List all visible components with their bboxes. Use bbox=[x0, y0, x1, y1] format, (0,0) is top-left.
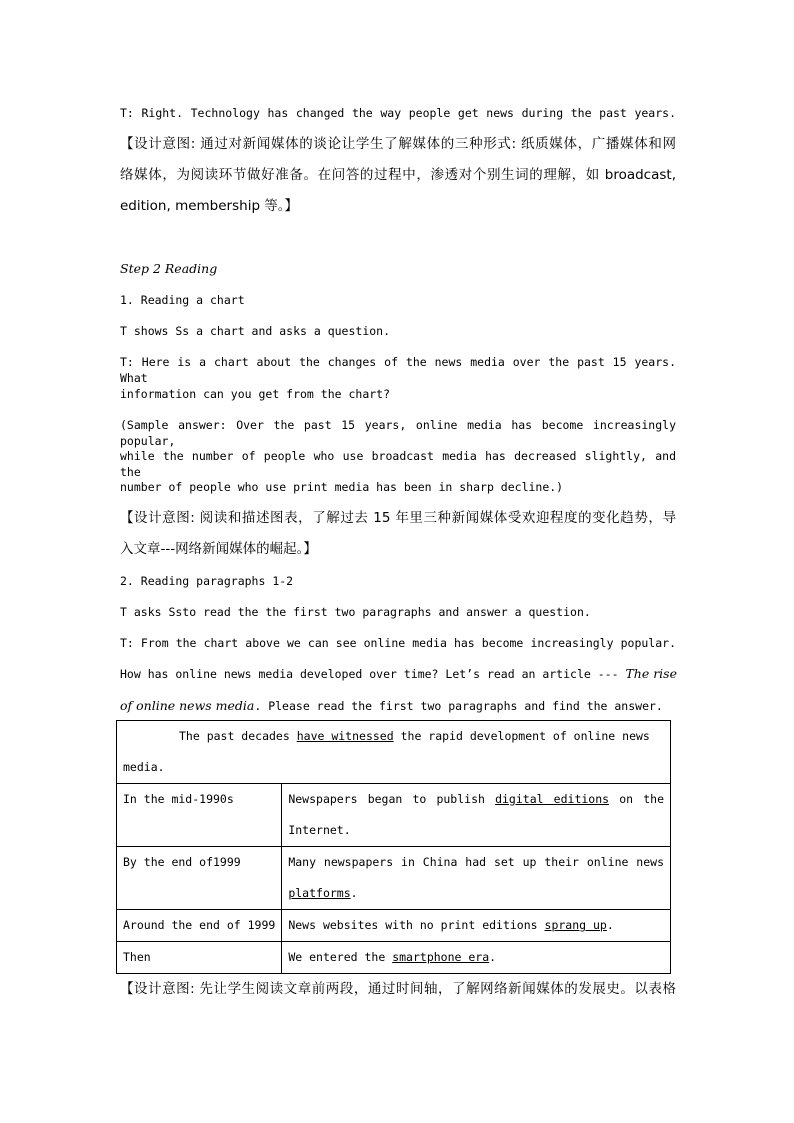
design-intent-1-line3: edition, membership 等。】 bbox=[120, 198, 299, 214]
item1-line3: information can you get from the chart? bbox=[120, 387, 391, 401]
table-row bbox=[117, 942, 671, 974]
item1-title: 1. Reading a chart bbox=[120, 293, 245, 307]
article-title-part1: The rise bbox=[625, 666, 677, 681]
table-row bbox=[117, 910, 671, 942]
timeline-header-cell bbox=[117, 721, 671, 784]
sample-answer-line1: (Sample answer: Over the past 15 years, online media has become increasingly popular, bbox=[120, 418, 676, 448]
item2-line4 bbox=[120, 698, 676, 714]
timeline-event-cell: Newspapers began to publish digital editions on the Internet. bbox=[282, 784, 671, 847]
design-intent-1-line2: 络媒体，为阅读环节做好准备。在问答的过程中，渗透对个别生词的理解，如 broadcast, bbox=[120, 167, 676, 183]
design-intent-1-line1: 【设计意图: 通过对新闻媒体的谈论让学生了解媒体的三种形式: 纸质媒体，广播媒体和网 bbox=[120, 136, 676, 152]
dialog-line: T: Right. Technology has changed the way people get news during the past years. bbox=[120, 106, 676, 120]
step2-heading: Step 2 Reading bbox=[120, 261, 218, 276]
timeline-table bbox=[116, 720, 671, 974]
timeline-time-cell: By the end of1999 bbox=[117, 847, 282, 910]
article-title-part2: of online news media bbox=[120, 698, 255, 713]
timeline-time-cell: Then bbox=[117, 942, 282, 974]
timeline-event-cell: We entered the smartphone era. bbox=[282, 942, 671, 974]
sample-answer-line2: while the number of people who use broadcast media has decreased slightly, and the bbox=[120, 449, 676, 479]
item2-line3-text: How has online news media developed over time? Let’s read an article --- bbox=[120, 667, 619, 681]
table-row bbox=[117, 847, 671, 910]
design-intent-2-line1: 【设计意图: 阅读和描述图表，了解过去 15 年里三种新闻媒体受欢迎程度的变化趋势，导 bbox=[120, 510, 676, 526]
timeline-time-cell: Around the end of 1999 bbox=[117, 910, 282, 942]
item1-line2: T: Here is a chart about the changes of the news media over the past 15 years. What bbox=[120, 355, 676, 385]
item2-line4-rest: . Please read the first two paragraphs and find the answer. bbox=[254, 699, 663, 713]
design-intent-3: 【设计意图: 先让学生阅读文章前两段，通过时间轴，了解网络新闻媒体的发展史。以表格 bbox=[120, 981, 676, 997]
header-text-b: the rapid development of online news bbox=[400, 729, 650, 743]
design-intent-2-line2: 入文章---网络新闻媒体的崛起。】 bbox=[120, 541, 317, 557]
timeline-event-cell: Many newspapers in China had set up their online news platforms. bbox=[282, 847, 671, 910]
timeline-header-row bbox=[117, 721, 671, 784]
item2-title: 2. Reading paragraphs 1-2 bbox=[120, 574, 294, 588]
header-text-line2: media. bbox=[123, 760, 165, 774]
item2-line3 bbox=[120, 666, 676, 682]
header-text-a: The past decades bbox=[179, 729, 290, 743]
header-text-underlined: have witnessed bbox=[296, 729, 394, 743]
item2-line2: T: From the chart above we can see online media has become increasingly popular. bbox=[120, 636, 676, 650]
timeline-time-cell: In the mid-1990s bbox=[117, 784, 282, 847]
timeline-event-cell: News websites with no print editions sprang up. bbox=[282, 910, 671, 942]
item1-line1: T shows Ss a chart and asks a question. bbox=[120, 324, 391, 338]
item2-line1: T asks Ssto read the the first two paragraphs and answer a question. bbox=[120, 605, 591, 619]
table-row bbox=[117, 784, 671, 847]
sample-answer-line3: number of people who use print media has been in sharp decline.) bbox=[120, 480, 564, 494]
